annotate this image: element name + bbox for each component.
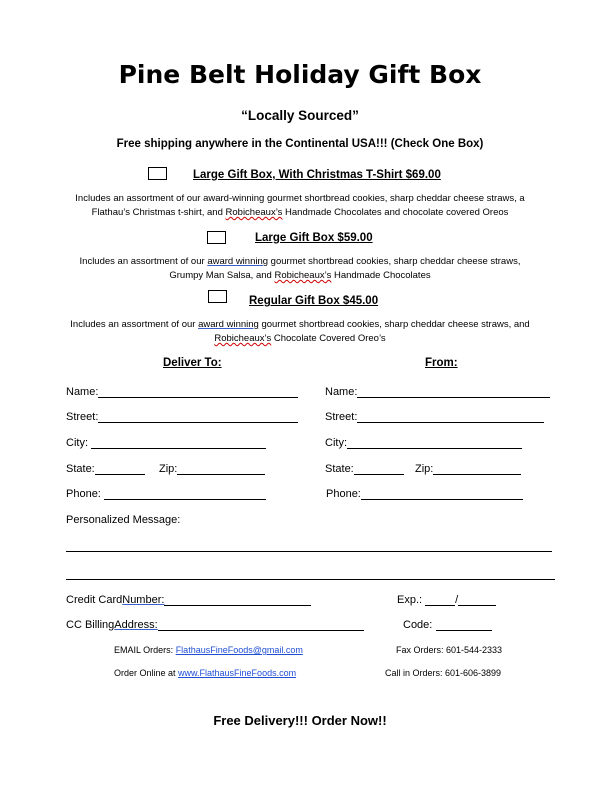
- option-description-regular: [0, 318, 600, 346]
- from-phone-field[interactable]: Phone:: [326, 488, 523, 500]
- exp-month-line[interactable]: [425, 594, 455, 606]
- from-heading: From:: [425, 357, 458, 369]
- checkbox-regular[interactable]: [208, 290, 227, 303]
- deliver-street-field[interactable]: Street:: [66, 411, 298, 423]
- page-title: Pine Belt Holiday Gift Box: [118, 60, 482, 89]
- message-line-2[interactable]: [66, 579, 555, 580]
- description-line: Includes an assortment of our award winning gourmet shortbread cookies, sharp cheddar cheese straws, and: [70, 319, 530, 330]
- subtitle: “Locally Sourced”: [241, 108, 359, 123]
- option-title-large: Large Gift Box $59.00: [255, 232, 373, 244]
- billing-address-field[interactable]: CC Billing Address:: [66, 619, 364, 631]
- billing-address-line[interactable]: [158, 619, 364, 631]
- message-line-1[interactable]: [66, 551, 552, 552]
- description-line: Robicheaux’s Chocolate Covered Oreo’s: [214, 333, 386, 344]
- option-title-regular: Regular Gift Box $45.00: [249, 295, 379, 307]
- code-line[interactable]: [436, 619, 492, 631]
- from-zip-field[interactable]: Zip:: [415, 463, 521, 475]
- description-line: Grumpy Man Salsa, and Robicheaux’s Handmade Chocolates: [169, 270, 431, 281]
- from-state-line[interactable]: [354, 463, 404, 475]
- deliver-to-heading: Deliver To:: [163, 357, 222, 369]
- deliver-phone-line[interactable]: [104, 488, 266, 500]
- exp-year-line[interactable]: [458, 594, 496, 606]
- checkbox-large[interactable]: [207, 231, 226, 244]
- code-field[interactable]: Code:: [403, 619, 492, 631]
- expiration-field[interactable]: Exp.: /: [397, 594, 496, 606]
- shipping-note: Free shipping anywhere in the Continental USA!!! (Check One Box): [116, 138, 484, 150]
- deliver-zip-field[interactable]: Zip:: [159, 463, 265, 475]
- deliver-city-field[interactable]: City:: [66, 437, 266, 449]
- credit-card-field[interactable]: Credit Card Number:: [66, 594, 311, 606]
- message-label: Personalized Message:: [66, 514, 181, 526]
- from-name-line[interactable]: [357, 386, 550, 398]
- deliver-state-field[interactable]: State:: [66, 463, 145, 475]
- deliver-phone-field[interactable]: Phone:: [66, 488, 266, 500]
- option-description-large-tshirt: [0, 192, 600, 220]
- deliver-state-line[interactable]: [95, 463, 145, 475]
- fax-orders: Fax Orders: 601-544-2333: [396, 645, 503, 655]
- deliver-city-line[interactable]: [91, 437, 266, 449]
- footer-cta: Free Delivery!!! Order Now!!: [213, 713, 387, 728]
- website-link[interactable]: www.FlathausFineFoods.com: [178, 668, 297, 678]
- option-title-large-tshirt: Large Gift Box, With Christmas T-Shirt $69.00: [193, 169, 441, 181]
- description-line: Includes an assortment of our award-winning gourmet shortbread cookies, sharp cheddar cheese straws, a: [75, 193, 525, 204]
- option-description-large: [0, 255, 600, 283]
- from-city-field[interactable]: City:: [325, 437, 522, 449]
- email-orders: EMAIL Orders: FlathausFineFoods@gmail.com: [114, 645, 303, 655]
- deliver-name-field[interactable]: Name:: [66, 386, 298, 398]
- deliver-name-line[interactable]: [98, 386, 298, 398]
- from-city-line[interactable]: [347, 437, 522, 449]
- description-line: Includes an assortment of our award winning gourmet shortbread cookies, sharp cheddar cheese straws,: [79, 256, 521, 267]
- from-phone-line[interactable]: [361, 488, 523, 500]
- credit-card-line[interactable]: [164, 594, 311, 606]
- description-line: Flathau’s Christmas t-shirt, and Robicheaux’s Handmade Chocolates and chocolate covered Oreos: [91, 207, 509, 218]
- checkbox-large-tshirt[interactable]: [148, 167, 167, 180]
- email-link[interactable]: FlathausFineFoods@gmail.com: [175, 645, 303, 655]
- from-zip-line[interactable]: [433, 463, 521, 475]
- from-state-field[interactable]: State:: [325, 463, 404, 475]
- from-name-field[interactable]: Name:: [325, 386, 550, 398]
- deliver-street-line[interactable]: [98, 411, 298, 423]
- order-online: Order Online at www.FlathausFineFoods.com: [114, 668, 297, 678]
- call-orders: Call in Orders: 601-606-3899: [385, 668, 502, 678]
- deliver-zip-line[interactable]: [177, 463, 265, 475]
- from-street-field[interactable]: Street:: [325, 411, 544, 423]
- from-street-line[interactable]: [357, 411, 544, 423]
